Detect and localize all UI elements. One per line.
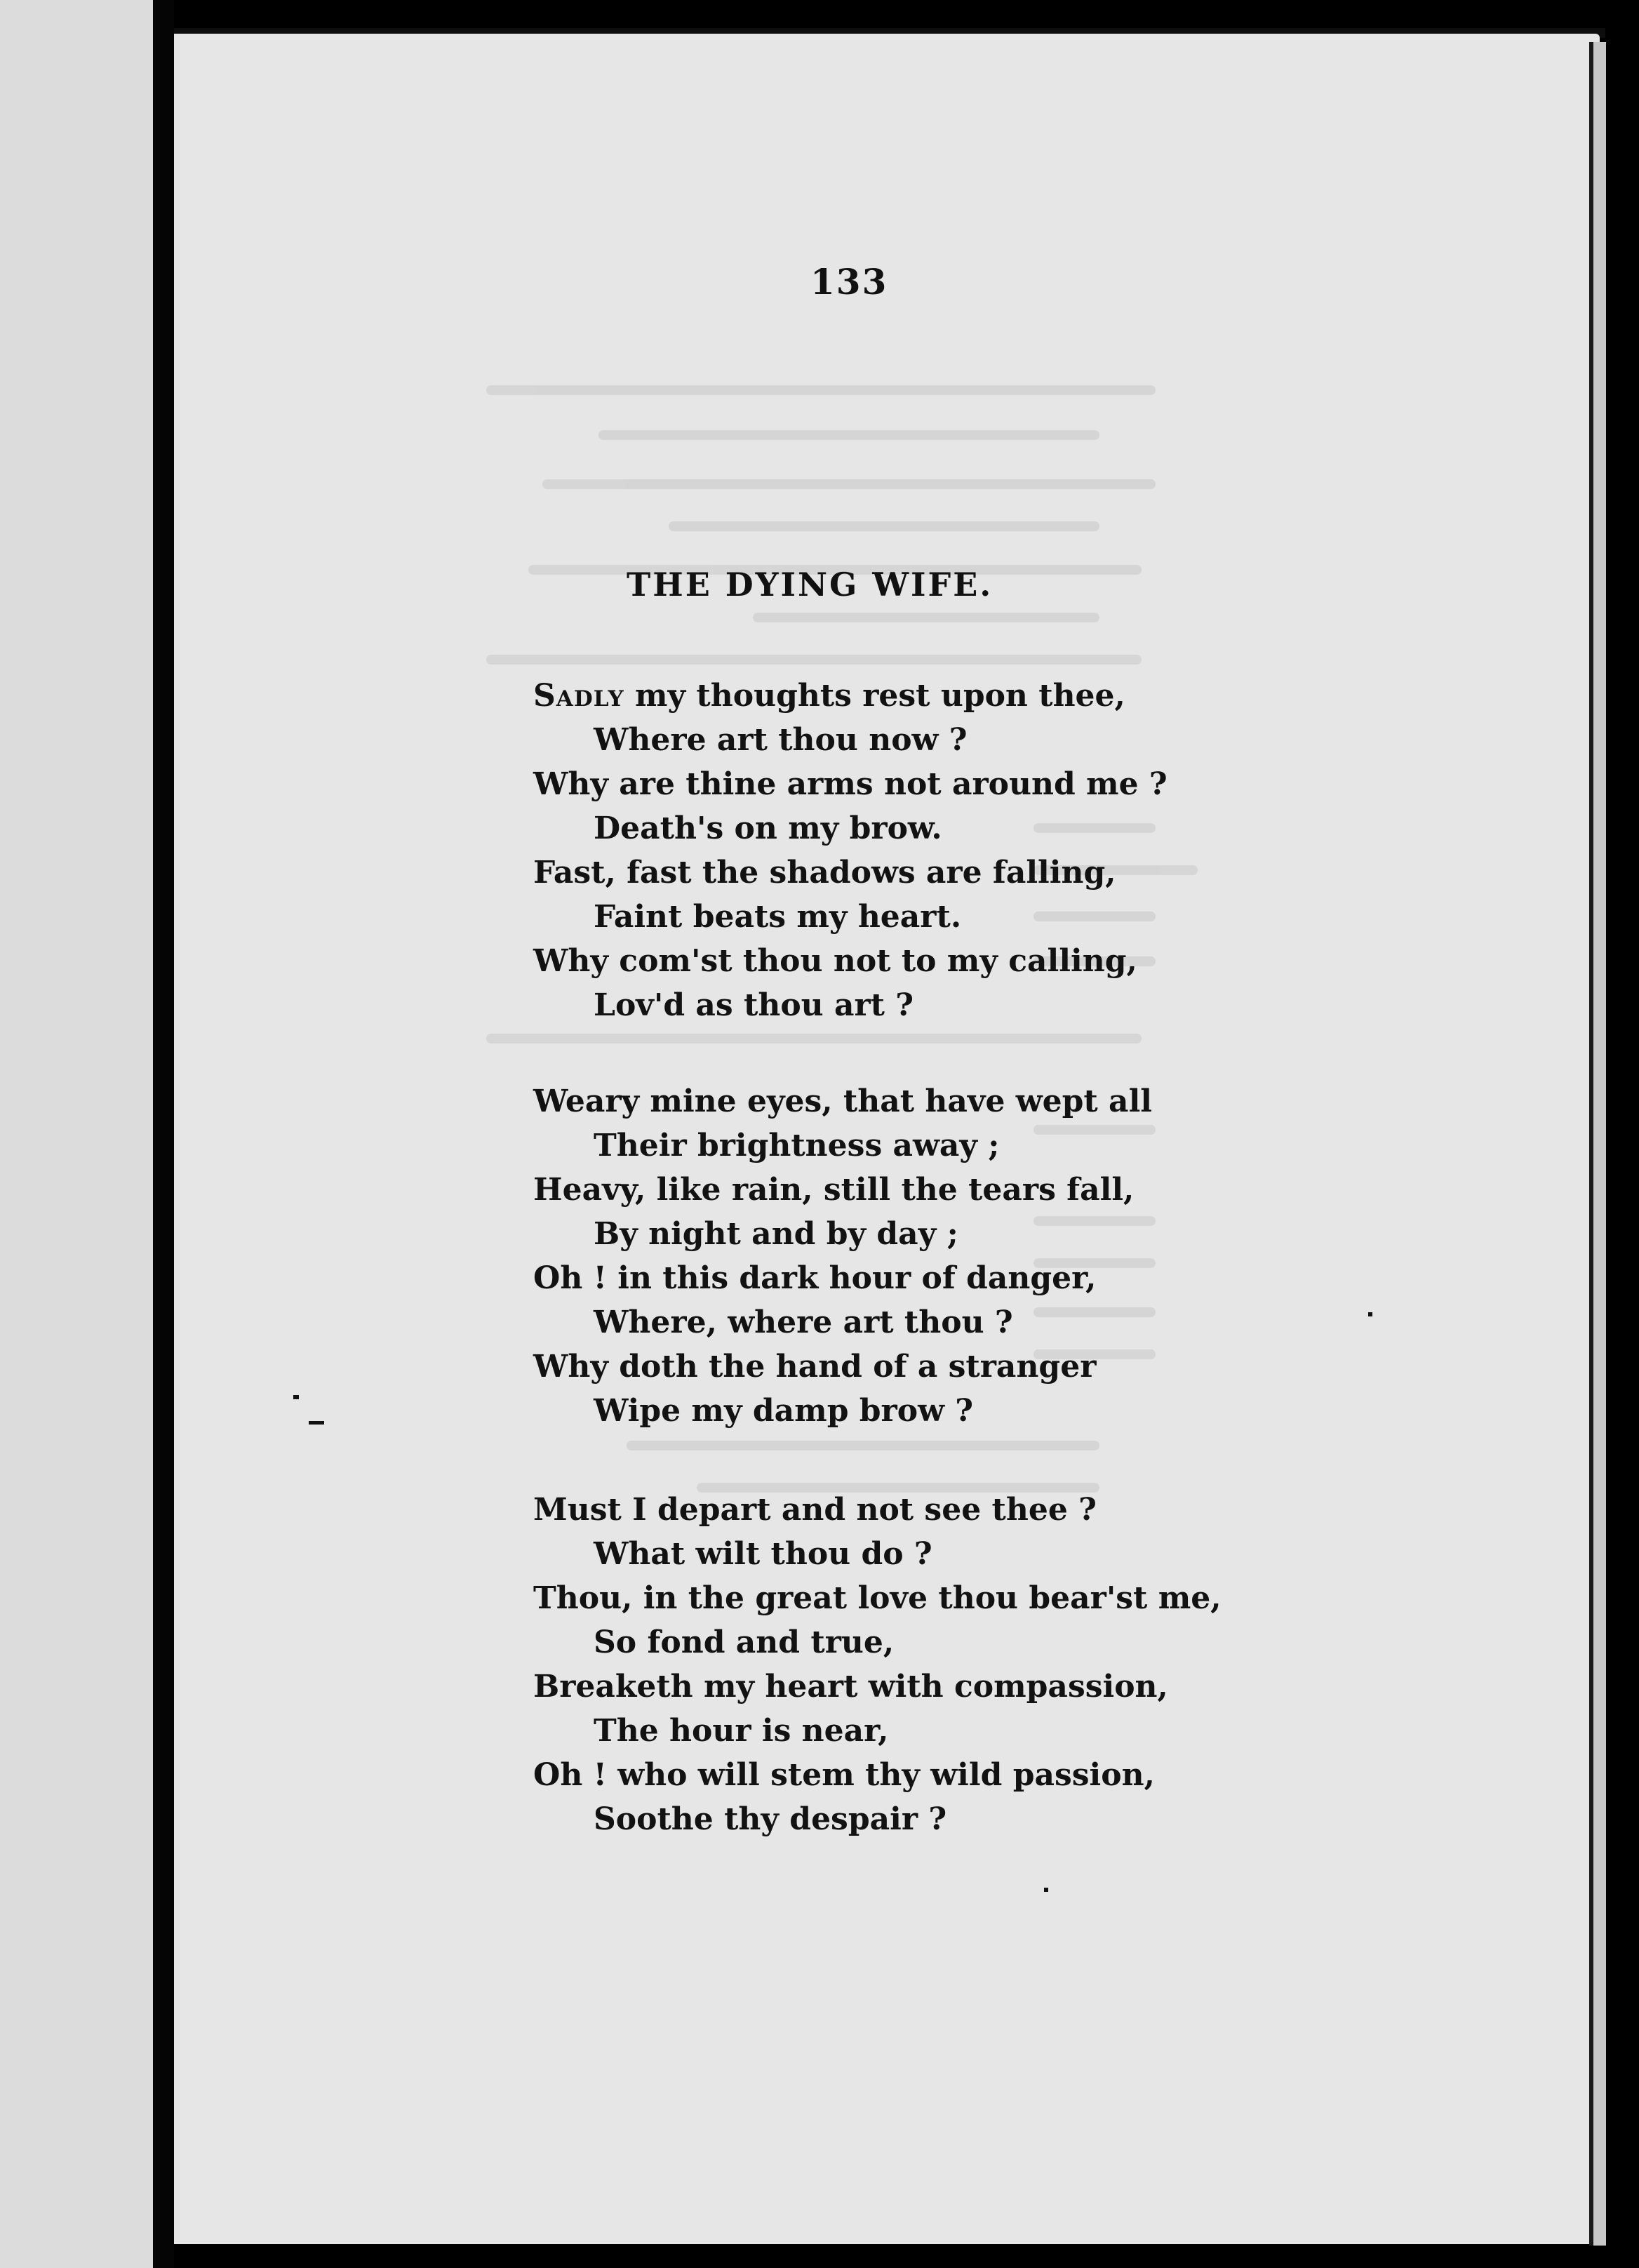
ink-speck (293, 1395, 299, 1399)
book-gutter (153, 0, 174, 2268)
poem-line: Must I depart and not see thee ? (533, 1492, 1097, 1528)
poem-line: Why com'st thou not to my calling, (533, 943, 1137, 979)
poem-line: Where art thou now ? (594, 722, 968, 758)
ink-speck (309, 1421, 324, 1425)
poem-line: Faint beats my heart. (594, 899, 962, 935)
poem-line: Oh ! in this dark hour of danger, (533, 1260, 1097, 1296)
poem-title: THE DYING WIFE. (627, 566, 994, 603)
poem-line: Oh ! who will stem thy wild passion, (533, 1757, 1155, 1793)
page-number: 133 (810, 261, 888, 302)
poem-line (533, 674, 1207, 718)
poem-line: Why doth the hand of a stranger (533, 1349, 1097, 1385)
poem-line: Death's on my brow. (594, 811, 942, 846)
drop-word: Sadly (533, 678, 624, 714)
facing-page-edge (0, 0, 153, 2268)
poem-line: Soothe thy despair ? (594, 1801, 947, 1837)
poem-line: Where, where art thou ? (594, 1305, 1013, 1340)
poem-line: The hour is near, (594, 1713, 889, 1749)
poem-line: So fond and true, (594, 1625, 895, 1660)
poem-line: Their brightness away ; (594, 1128, 1000, 1163)
poem-line: Wipe my damp brow ? (594, 1393, 974, 1429)
line-text: my thoughts rest upon thee, (624, 678, 1125, 714)
poem-line: Fast, fast the shadows are falling, (533, 855, 1116, 890)
stanza-2 (533, 1079, 1207, 1433)
poem-line: Breaketh my heart with compassion, (533, 1669, 1168, 1705)
poem-line: By night and by day ; (594, 1216, 958, 1252)
ink-speck (1044, 1888, 1048, 1892)
poem-line: What wilt thou do ? (594, 1536, 932, 1572)
ink-speck (1368, 1312, 1372, 1316)
poem-line: Heavy, like rain, still the tears fall, (533, 1172, 1135, 1208)
stanza-3 (533, 1488, 1222, 1841)
poem-line: Thou, in the great love thou bear'st me, (533, 1580, 1222, 1616)
poem-line: Why are thine arms not around me ? (533, 766, 1168, 802)
page-edge (1589, 42, 1606, 2246)
poem-line: Lov'd as thou art ? (594, 987, 914, 1023)
poem-line: Weary mine eyes, that have wept all (533, 1083, 1152, 1119)
stanza-1 (533, 674, 1207, 1027)
